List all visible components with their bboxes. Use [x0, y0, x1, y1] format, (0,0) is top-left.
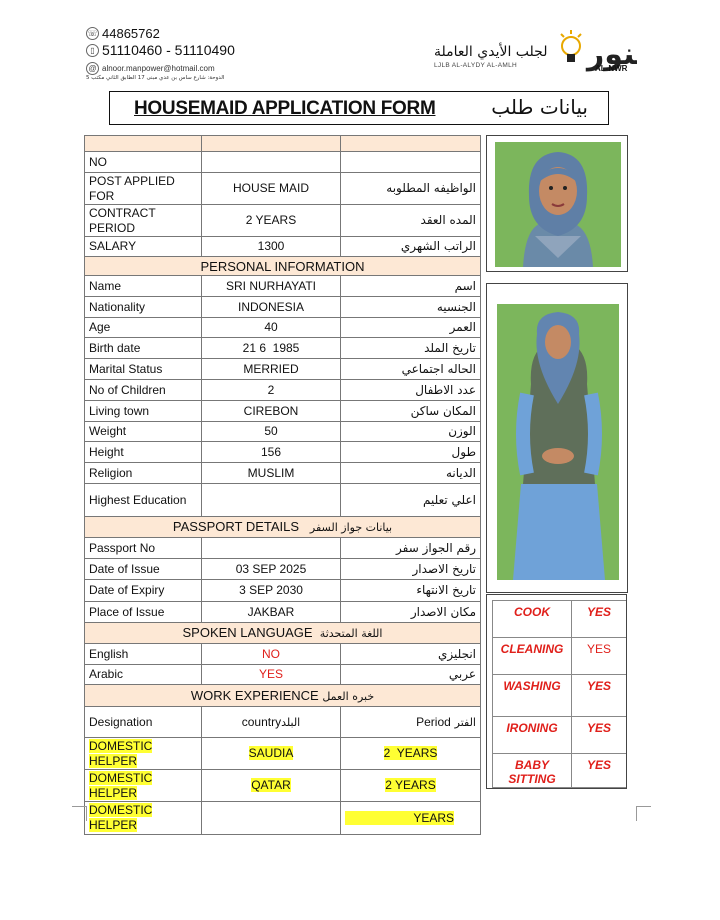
- row-label: Date of Expiry: [85, 580, 202, 602]
- blank-header-row: [85, 136, 481, 152]
- work-header-row: [85, 707, 481, 738]
- row-label: CONTRACT PERIOD: [85, 205, 202, 237]
- row-label: Living town: [85, 401, 202, 422]
- row-arabic: [341, 152, 481, 173]
- row-value: 1300: [202, 237, 341, 257]
- work-row: [85, 802, 481, 835]
- work-country: [202, 802, 341, 835]
- row-arabic: الواظيفه المطلوبه: [341, 173, 481, 205]
- row-label: Arabic: [85, 665, 202, 685]
- phone-icon: ☏: [87, 29, 98, 38]
- row-label: No of Children: [85, 380, 202, 401]
- logo-mark-text: نور: [587, 37, 636, 72]
- row-value: NO: [202, 644, 341, 665]
- row-value: JAKBAR: [202, 602, 341, 623]
- row-arabic: رقم الجواز سفر: [341, 538, 481, 559]
- row-arabic: عربي: [341, 665, 481, 685]
- row-arabic: المده العقد: [341, 205, 481, 237]
- table-row: [85, 276, 481, 297]
- row-value: 03 SEP 2025: [202, 559, 341, 580]
- section-title: [85, 685, 481, 707]
- skill-value: YES: [572, 675, 627, 717]
- work-designation: DOMESTIC HELPER: [85, 770, 202, 802]
- row-value: [202, 538, 341, 559]
- row-arabic: تاريخ الاصدار: [341, 559, 481, 580]
- logo-arabic-text: لجلب الأيدي العاملة: [434, 44, 548, 60]
- row-label: SALARY: [85, 237, 202, 257]
- table-row: [85, 559, 481, 580]
- row-label: Name: [85, 276, 202, 297]
- logo-latin: AL-NWR: [595, 64, 628, 73]
- form-title-arabic: بيانات طلب: [491, 95, 588, 119]
- table-row: [85, 484, 481, 517]
- country-header: [202, 707, 341, 738]
- row-value: [202, 484, 341, 517]
- skill-value: YES: [572, 717, 627, 754]
- section-personal: [85, 257, 481, 276]
- country-header-ar: البلد: [281, 715, 301, 729]
- skill-row: [493, 638, 627, 675]
- designation-header: Designation: [85, 707, 202, 738]
- skills-table: [492, 600, 627, 788]
- page-corner-mark: [636, 806, 651, 821]
- row-value: MERRIED: [202, 359, 341, 380]
- skill-value: YES: [572, 638, 627, 675]
- form-title-box: [109, 91, 609, 125]
- row-arabic: الراتب الشهري: [341, 237, 481, 257]
- row-label: Religion: [85, 463, 202, 484]
- row-label: Nationality: [85, 297, 202, 318]
- table-row: [85, 602, 481, 623]
- row-label: Place of Issue: [85, 602, 202, 623]
- work-period: YEARS: [341, 802, 481, 835]
- address-line: [86, 75, 224, 81]
- table-row: [85, 297, 481, 318]
- skill-name: WASHING: [493, 675, 572, 717]
- skill-row: [493, 754, 627, 788]
- section-passport: [85, 517, 481, 538]
- section-title-en: SPOKEN LANGUAGE: [182, 625, 313, 640]
- period-header: [341, 707, 481, 738]
- table-row: [85, 380, 481, 401]
- row-value: [202, 152, 341, 173]
- row-arabic: الحاله اجتماعي: [341, 359, 481, 380]
- skill-row: [493, 717, 627, 754]
- row-value: 3 SEP 2030: [202, 580, 341, 602]
- table-row: [85, 318, 481, 338]
- row-label: Height: [85, 442, 202, 463]
- section-title-ar: اللغة المتحدثة: [319, 627, 383, 640]
- table-row: [85, 463, 481, 484]
- row-label: Weight: [85, 422, 202, 442]
- section-language: [85, 623, 481, 644]
- row-label: Marital Status: [85, 359, 202, 380]
- skill-row: [493, 601, 627, 638]
- fullbody-photo-frame: [486, 283, 628, 593]
- row-value: INDONESIA: [202, 297, 341, 318]
- row-value: HOUSE MAID: [202, 173, 341, 205]
- skill-name: BABY SITTING: [493, 754, 572, 788]
- table-row: [85, 644, 481, 665]
- section-title-ar: بيانات جواز السفر: [309, 521, 393, 534]
- section-title: [85, 517, 481, 538]
- period-header-en: Period: [416, 714, 451, 729]
- row-value: YES: [202, 665, 341, 685]
- skill-row: [493, 675, 627, 717]
- row-arabic: تاريخ الانتهاء: [341, 580, 481, 602]
- row-value: CIREBON: [202, 401, 341, 422]
- form-title: HOUSEMAID APPLICATION FORM: [134, 98, 436, 119]
- page-corner-mark: [72, 806, 87, 821]
- work-country: QATAR: [202, 770, 341, 802]
- row-label: Highest Education: [85, 484, 202, 517]
- section-work: [85, 685, 481, 707]
- row-arabic: تاريخ الملد: [341, 338, 481, 359]
- section-title-ar: خبره العمل: [322, 689, 375, 703]
- portrait-photo: [487, 136, 627, 271]
- row-value: 156: [202, 442, 341, 463]
- section-title: PERSONAL INFORMATION: [85, 257, 481, 276]
- row-value: 2: [202, 380, 341, 401]
- email: alnoor.manpower@hotmail.com: [102, 64, 215, 73]
- row-arabic: عدد الاطفال: [341, 380, 481, 401]
- work-designation: DOMESTIC HELPER: [85, 802, 202, 835]
- skill-value: YES: [572, 601, 627, 638]
- skill-name: IRONING: [493, 717, 572, 754]
- table-row: [85, 152, 481, 173]
- phone-line: [86, 26, 160, 41]
- country-header-en: country: [241, 714, 282, 729]
- phone-number-alt: 51110460 - 51110490: [102, 42, 235, 58]
- work-period: 2 YEARS: [341, 738, 481, 770]
- phone-number: 44865762: [102, 26, 160, 41]
- work-period: 2 YEARS: [341, 770, 481, 802]
- address: الدوحة: شارع ساس بن عدي مبنى 17 الطابق الثاني مكتب 5: [86, 75, 225, 81]
- table-row: [85, 237, 481, 257]
- skill-name: CLEANING: [493, 638, 572, 675]
- row-label: NO: [85, 152, 202, 173]
- row-value: 21 6 1985: [202, 338, 341, 359]
- period-header-ar: الفتر: [454, 715, 476, 729]
- row-label: Birth date: [85, 338, 202, 359]
- row-label: Date of Issue: [85, 559, 202, 580]
- row-label: English: [85, 644, 202, 665]
- email-icon: @: [86, 62, 99, 75]
- row-arabic: اسم: [341, 276, 481, 297]
- work-row: [85, 770, 481, 802]
- row-arabic: طول: [341, 442, 481, 463]
- row-arabic: اعلي تعليم: [341, 484, 481, 517]
- row-label: POST APPLIED FOR: [85, 173, 202, 205]
- row-label: Age: [85, 318, 202, 338]
- table-row: [85, 422, 481, 442]
- row-label: Passport No: [85, 538, 202, 559]
- section-title-en: PASSPORT DETAILS: [172, 519, 300, 534]
- row-arabic: الديانه: [341, 463, 481, 484]
- row-arabic: الوزن: [341, 422, 481, 442]
- logo-transliteration: LJLB AL-ALYDY AL-AMLH: [434, 62, 518, 69]
- application-table: [84, 135, 481, 835]
- row-arabic: الجنسيه: [341, 297, 481, 318]
- row-arabic: المكان ساكن: [341, 401, 481, 422]
- row-arabic: مكان الاصدار: [341, 602, 481, 623]
- work-country: SAUDIA: [202, 738, 341, 770]
- table-row: [85, 442, 481, 463]
- table-row: [85, 401, 481, 422]
- table-row: [85, 205, 481, 237]
- skills-panel: [486, 594, 627, 789]
- skill-value: YES: [572, 754, 627, 788]
- mobile-icon: ▯: [86, 44, 99, 57]
- email-line: [86, 62, 215, 75]
- table-row: [85, 580, 481, 602]
- table-row: [85, 173, 481, 205]
- row-value: 50: [202, 422, 341, 442]
- row-value: SRI NURHAYATI: [202, 276, 341, 297]
- row-value: 2 YEARS: [202, 205, 341, 237]
- section-title-en: WORK EXPERIENCE: [190, 687, 319, 703]
- table-row: [85, 338, 481, 359]
- phone-alt-line: [86, 42, 235, 58]
- fullbody-photo: [487, 284, 627, 592]
- work-designation: DOMESTIC HELPER: [85, 738, 202, 770]
- row-value: MUSLIM: [202, 463, 341, 484]
- row-arabic: العمر: [341, 318, 481, 338]
- table-row: [85, 665, 481, 685]
- row-arabic: انجليزي: [341, 644, 481, 665]
- section-title: [85, 623, 481, 644]
- skill-name: COOK: [493, 601, 572, 638]
- work-row: [85, 738, 481, 770]
- row-value: 40: [202, 318, 341, 338]
- table-row: [85, 359, 481, 380]
- portrait-photo-frame: [486, 135, 628, 272]
- table-row: [85, 538, 481, 559]
